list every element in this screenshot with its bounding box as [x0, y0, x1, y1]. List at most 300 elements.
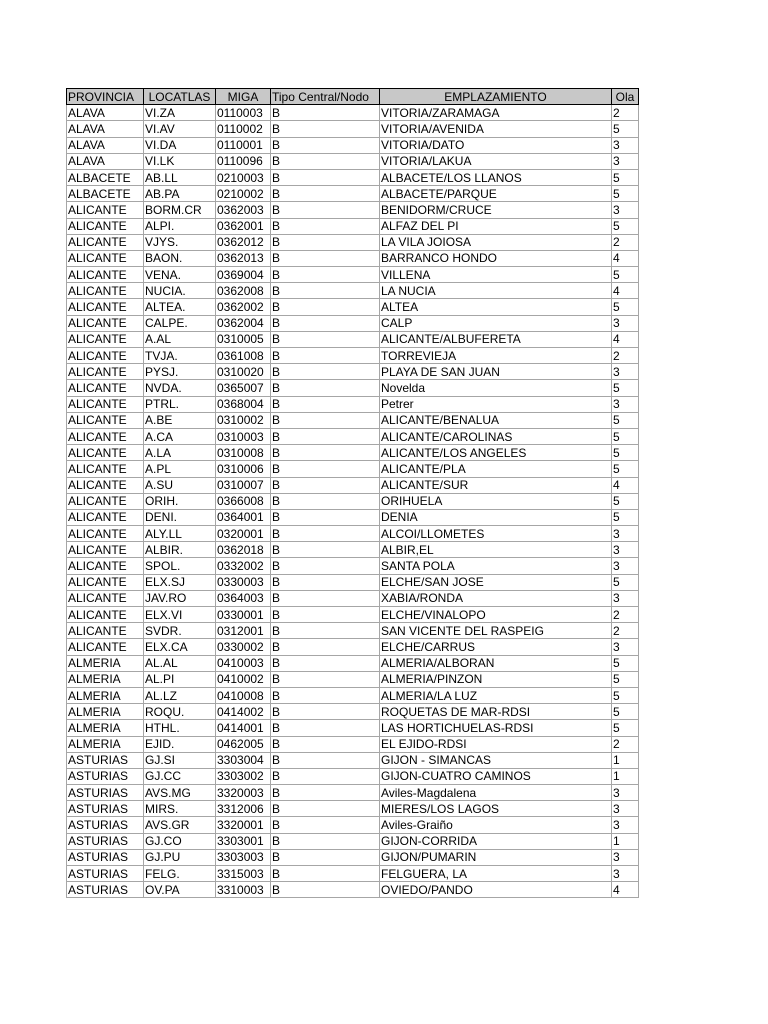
miga-cell: 0310005 [216, 331, 271, 347]
miga-cell: 0365007 [216, 380, 271, 396]
table-row [67, 153, 639, 169]
miga-cell: 0462005 [216, 736, 271, 752]
emplazamiento-cell: GIJON-CORRIDA [380, 833, 612, 849]
miga-cell: 0110003 [216, 105, 271, 121]
provincia-cell: ALICANTE [67, 364, 144, 380]
ola-cell: 3 [612, 817, 639, 833]
header-tipo-central-nodo: Tipo Central/Nodo [271, 89, 380, 105]
tipo-cell: B [271, 785, 380, 801]
tipo-cell: B [271, 817, 380, 833]
provincia-cell: ALICANTE [67, 477, 144, 493]
provincia-cell: ALMERIA [67, 655, 144, 671]
miga-cell: 0310020 [216, 364, 271, 380]
provincia-cell: ASTURIAS [67, 752, 144, 768]
miga-cell: 0362013 [216, 250, 271, 266]
ola-cell: 5 [612, 655, 639, 671]
header-emplazamiento: EMPLAZAMIENTO [380, 89, 612, 105]
ola-cell: 5 [612, 493, 639, 509]
table-row [67, 380, 639, 396]
ola-cell: 5 [612, 121, 639, 137]
locatlas-cell: PTRL. [144, 396, 216, 412]
table-body [67, 105, 639, 898]
ola-cell: 5 [612, 687, 639, 703]
miga-cell: 3303004 [216, 752, 271, 768]
locatlas-cell: PYSJ. [144, 364, 216, 380]
ola-cell: 5 [612, 299, 639, 315]
tipo-cell: B [271, 849, 380, 865]
ola-cell: 3 [612, 801, 639, 817]
tipo-cell: B [271, 396, 380, 412]
table-row [67, 590, 639, 606]
ola-cell: 3 [612, 364, 639, 380]
provincia-cell: ALICANTE [67, 283, 144, 299]
tipo-cell: B [271, 315, 380, 331]
locatlas-cell: AL.LZ [144, 687, 216, 703]
emplazamiento-cell: FELGUERA, LA [380, 866, 612, 882]
header-row [67, 89, 639, 105]
locatlas-cell: SPOL. [144, 558, 216, 574]
provincia-cell: ALICANTE [67, 396, 144, 412]
ola-cell: 3 [612, 785, 639, 801]
tipo-cell: B [271, 267, 380, 283]
emplazamiento-cell: ALICANTE/CAROLINAS [380, 428, 612, 444]
locatlas-cell: JAV.RO [144, 590, 216, 606]
miga-cell: 3320001 [216, 817, 271, 833]
provincia-cell: ASTURIAS [67, 849, 144, 865]
provincia-cell: ALICANTE [67, 445, 144, 461]
ola-cell: 2 [612, 348, 639, 364]
tipo-cell: B [271, 655, 380, 671]
tipo-cell: B [271, 153, 380, 169]
provincia-cell: ALBACETE [67, 186, 144, 202]
provincia-cell: ALMERIA [67, 687, 144, 703]
tipo-cell: B [271, 768, 380, 784]
emplazamiento-cell: Aviles-Magdalena [380, 785, 612, 801]
ola-cell: 4 [612, 331, 639, 347]
provincia-cell: ALMERIA [67, 720, 144, 736]
table-row [67, 428, 639, 444]
table-row [67, 558, 639, 574]
miga-cell: 0312001 [216, 623, 271, 639]
emplazamiento-cell: ORIHUELA [380, 493, 612, 509]
ola-cell: 3 [612, 558, 639, 574]
table-row [67, 817, 639, 833]
tipo-cell: B [271, 671, 380, 687]
provincia-cell: ASTURIAS [67, 768, 144, 784]
provincia-cell: ALICANTE [67, 526, 144, 542]
provincia-cell: ALICANTE [67, 558, 144, 574]
tipo-cell: B [271, 639, 380, 655]
provincia-cell: ALICANTE [67, 315, 144, 331]
emplazamiento-cell: EL EJIDO-RDSI [380, 736, 612, 752]
ola-cell: 5 [612, 720, 639, 736]
emplazamiento-cell: ALMERIA/ALBORAN [380, 655, 612, 671]
provincia-cell: ASTURIAS [67, 801, 144, 817]
table-row [67, 785, 639, 801]
miga-cell: 0414002 [216, 704, 271, 720]
ola-cell: 5 [612, 169, 639, 185]
locatlas-cell: NVDA. [144, 380, 216, 396]
table-row [67, 493, 639, 509]
emplazamiento-cell: LA VILA JOIOSA [380, 234, 612, 250]
tipo-cell: B [271, 687, 380, 703]
miga-cell: 0362012 [216, 234, 271, 250]
provincia-cell: ALICANTE [67, 250, 144, 266]
table-row [67, 833, 639, 849]
miga-cell: 3303002 [216, 768, 271, 784]
ola-cell: 1 [612, 833, 639, 849]
miga-cell: 0369004 [216, 267, 271, 283]
locatlas-cell: HTHL. [144, 720, 216, 736]
emplazamiento-cell: LA NUCIA [380, 283, 612, 299]
table-row [67, 655, 639, 671]
locatlas-cell: TVJA. [144, 348, 216, 364]
table-row [67, 736, 639, 752]
miga-cell: 0332002 [216, 558, 271, 574]
locatlas-cell: AB.LL [144, 169, 216, 185]
table-row [67, 526, 639, 542]
provincia-cell: ALICANTE [67, 542, 144, 558]
provincia-cell: ALICANTE [67, 509, 144, 525]
provincia-cell: ASTURIAS [67, 866, 144, 882]
ola-cell: 5 [612, 509, 639, 525]
ola-cell: 5 [612, 428, 639, 444]
emplazamiento-cell: ALTEA [380, 299, 612, 315]
miga-cell: 3315003 [216, 866, 271, 882]
locatlas-cell: CALPE. [144, 315, 216, 331]
tipo-cell: B [271, 348, 380, 364]
locatlas-cell: VI.AV [144, 121, 216, 137]
locatlas-cell: AVS.GR [144, 817, 216, 833]
table-row [67, 267, 639, 283]
table-row [67, 752, 639, 768]
table-row [67, 202, 639, 218]
miga-cell: 0362008 [216, 283, 271, 299]
locatlas-cell: VJYS. [144, 234, 216, 250]
table-row [67, 186, 639, 202]
table-row [67, 364, 639, 380]
miga-cell: 0362018 [216, 542, 271, 558]
miga-cell: 0368004 [216, 396, 271, 412]
locatlas-cell: ALTEA. [144, 299, 216, 315]
emplazamiento-cell: ALBIR,EL [380, 542, 612, 558]
table-row [67, 283, 639, 299]
emplazamiento-cell: Novelda [380, 380, 612, 396]
miga-cell: 0364001 [216, 509, 271, 525]
miga-cell: 0410002 [216, 671, 271, 687]
locatlas-cell: ALY.LL [144, 526, 216, 542]
miga-cell: 0310003 [216, 428, 271, 444]
emplazamiento-cell: ELCHE/SAN JOSE [380, 574, 612, 590]
provincia-cell: ALICANTE [67, 590, 144, 606]
ola-cell: 3 [612, 866, 639, 882]
emplazamiento-cell: ELCHE/VINALOPO [380, 607, 612, 623]
table-row [67, 607, 639, 623]
emplazamiento-cell: GIJON/PUMARIN [380, 849, 612, 865]
table-row [67, 218, 639, 234]
tipo-cell: B [271, 558, 380, 574]
provincia-cell: ALICANTE [67, 380, 144, 396]
miga-cell: 0362003 [216, 202, 271, 218]
miga-cell: 3303003 [216, 849, 271, 865]
tipo-cell: B [271, 526, 380, 542]
ola-cell: 5 [612, 218, 639, 234]
ola-cell: 2 [612, 623, 639, 639]
table-row [67, 105, 639, 121]
locatlas-cell: GJ.PU [144, 849, 216, 865]
provincia-cell: ALAVA [67, 121, 144, 137]
ola-cell: 4 [612, 882, 639, 898]
ola-cell: 3 [612, 542, 639, 558]
table-row [67, 849, 639, 865]
emplazamiento-cell: SAN VICENTE DEL RASPEIG [380, 623, 612, 639]
locatlas-cell: ELX.VI [144, 607, 216, 623]
locatlas-cell: DENI. [144, 509, 216, 525]
emplazamiento-cell: TORREVIEJA [380, 348, 612, 364]
table-row [67, 250, 639, 266]
table-row [67, 315, 639, 331]
tipo-cell: B [271, 445, 380, 461]
ola-cell: 5 [612, 574, 639, 590]
tipo-cell: B [271, 801, 380, 817]
tipo-cell: B [271, 169, 380, 185]
locatlas-cell: A.SU [144, 477, 216, 493]
locatlas-cell: VI.DA [144, 137, 216, 153]
emplazamiento-cell: ALMERIA/LA LUZ [380, 687, 612, 703]
ola-cell: 3 [612, 315, 639, 331]
ola-cell: 5 [612, 380, 639, 396]
miga-cell: 0110002 [216, 121, 271, 137]
ola-cell: 3 [612, 590, 639, 606]
tipo-cell: B [271, 299, 380, 315]
miga-cell: 0310006 [216, 461, 271, 477]
provincia-cell: ASTURIAS [67, 785, 144, 801]
emplazamiento-cell: VITORIA/ZARAMAGA [380, 105, 612, 121]
table-row [67, 348, 639, 364]
table-row [67, 121, 639, 137]
provincia-cell: ALMERIA [67, 736, 144, 752]
ola-cell: 3 [612, 202, 639, 218]
ola-cell: 3 [612, 153, 639, 169]
tipo-cell: B [271, 590, 380, 606]
table-row [67, 412, 639, 428]
table-row [67, 866, 639, 882]
tipo-cell: B [271, 137, 380, 153]
emplazamiento-cell: LAS HORTICHUELAS-RDSI [380, 720, 612, 736]
ola-cell: 2 [612, 105, 639, 121]
tipo-cell: B [271, 704, 380, 720]
ola-cell: 5 [612, 461, 639, 477]
miga-cell: 0361008 [216, 348, 271, 364]
miga-cell: 0110096 [216, 153, 271, 169]
table-row [67, 768, 639, 784]
data-table [66, 88, 639, 898]
emplazamiento-cell: VILLENA [380, 267, 612, 283]
locatlas-cell: ORIH. [144, 493, 216, 509]
miga-cell: 0210003 [216, 169, 271, 185]
ola-cell: 5 [612, 704, 639, 720]
ola-cell: 3 [612, 639, 639, 655]
tipo-cell: B [271, 250, 380, 266]
emplazamiento-cell: SANTA POLA [380, 558, 612, 574]
tipo-cell: B [271, 428, 380, 444]
locatlas-cell: MIRS. [144, 801, 216, 817]
table-row [67, 234, 639, 250]
table-row [67, 704, 639, 720]
emplazamiento-cell: GIJON - SIMANCAS [380, 752, 612, 768]
locatlas-cell: A.BE [144, 412, 216, 428]
locatlas-cell: GJ.SI [144, 752, 216, 768]
miga-cell: 0310008 [216, 445, 271, 461]
locatlas-cell: A.AL [144, 331, 216, 347]
locatlas-cell: ELX.SJ [144, 574, 216, 590]
provincia-cell: ALICANTE [67, 299, 144, 315]
tipo-cell: B [271, 542, 380, 558]
miga-cell: 0366008 [216, 493, 271, 509]
ola-cell: 1 [612, 768, 639, 784]
miga-cell: 0362002 [216, 299, 271, 315]
miga-cell: 3303001 [216, 833, 271, 849]
locatlas-cell: A.CA [144, 428, 216, 444]
tipo-cell: B [271, 331, 380, 347]
ola-cell: 1 [612, 752, 639, 768]
locatlas-cell: A.PL [144, 461, 216, 477]
emplazamiento-cell: Petrer [380, 396, 612, 412]
table-row [67, 623, 639, 639]
miga-cell: 0320001 [216, 526, 271, 542]
emplazamiento-cell: ALICANTE/BENALUA [380, 412, 612, 428]
tipo-cell: B [271, 866, 380, 882]
provincia-cell: ALAVA [67, 137, 144, 153]
table-row [67, 509, 639, 525]
locatlas-cell: AVS.MG [144, 785, 216, 801]
table-row [67, 801, 639, 817]
miga-cell: 3312006 [216, 801, 271, 817]
locatlas-cell: AL.PI [144, 671, 216, 687]
ola-cell: 2 [612, 736, 639, 752]
ola-cell: 5 [612, 412, 639, 428]
emplazamiento-cell: ROQUETAS DE MAR-RDSI [380, 704, 612, 720]
locatlas-cell: A.LA [144, 445, 216, 461]
emplazamiento-cell: GIJON-CUATRO CAMINOS [380, 768, 612, 784]
tipo-cell: B [271, 493, 380, 509]
tipo-cell: B [271, 105, 380, 121]
tipo-cell: B [271, 736, 380, 752]
miga-cell: 0410003 [216, 655, 271, 671]
emplazamiento-cell: ALICANTE/PLA [380, 461, 612, 477]
provincia-cell: ALICANTE [67, 428, 144, 444]
table-row [67, 687, 639, 703]
table-row [67, 720, 639, 736]
locatlas-cell: SVDR. [144, 623, 216, 639]
miga-cell: 0330003 [216, 574, 271, 590]
emplazamiento-cell: ALMERIA/PINZON [380, 671, 612, 687]
emplazamiento-cell: ALBACETE/LOS LLANOS [380, 169, 612, 185]
provincia-cell: ALMERIA [67, 704, 144, 720]
provincia-cell: ALICANTE [67, 267, 144, 283]
miga-cell: 0362001 [216, 218, 271, 234]
header-provincia: PROVINCIA [67, 89, 144, 105]
header-locatlas: LOCATLAS [144, 89, 216, 105]
ola-cell: 5 [612, 445, 639, 461]
miga-cell: 0414001 [216, 720, 271, 736]
provincia-cell: ALICANTE [67, 574, 144, 590]
provincia-cell: ALICANTE [67, 331, 144, 347]
emplazamiento-cell: BARRANCO HONDO [380, 250, 612, 266]
locatlas-cell: ELX.CA [144, 639, 216, 655]
tipo-cell: B [271, 218, 380, 234]
emplazamiento-cell: CALP [380, 315, 612, 331]
tipo-cell: B [271, 412, 380, 428]
header-ola: Ola [612, 89, 639, 105]
miga-cell: 0330001 [216, 607, 271, 623]
provincia-cell: ALAVA [67, 105, 144, 121]
provincia-cell: ALICANTE [67, 218, 144, 234]
ola-cell: 2 [612, 234, 639, 250]
table-row [67, 445, 639, 461]
ola-cell: 3 [612, 396, 639, 412]
locatlas-cell: GJ.CC [144, 768, 216, 784]
tipo-cell: B [271, 364, 380, 380]
emplazamiento-cell: BENIDORM/CRUCE [380, 202, 612, 218]
table-row [67, 331, 639, 347]
tipo-cell: B [271, 607, 380, 623]
emplazamiento-cell: ALBACETE/PARQUE [380, 186, 612, 202]
emplazamiento-cell: DENIA [380, 509, 612, 525]
locatlas-cell: FELG. [144, 866, 216, 882]
table-row [67, 574, 639, 590]
miga-cell: 0330002 [216, 639, 271, 655]
header-miga: MIGA [216, 89, 271, 105]
miga-cell: 3320003 [216, 785, 271, 801]
miga-cell: 0364003 [216, 590, 271, 606]
locatlas-cell: OV.PA [144, 882, 216, 898]
table-row [67, 477, 639, 493]
emplazamiento-cell: ALCOI/LLOMETES [380, 526, 612, 542]
tipo-cell: B [271, 477, 380, 493]
emplazamiento-cell: VITORIA/AVENIDA [380, 121, 612, 137]
emplazamiento-cell: ALICANTE/ALBUFERETA [380, 331, 612, 347]
emplazamiento-cell: ALICANTE/LOS ANGELES [380, 445, 612, 461]
miga-cell: 0310007 [216, 477, 271, 493]
tipo-cell: B [271, 623, 380, 639]
tipo-cell: B [271, 186, 380, 202]
table-row [67, 396, 639, 412]
emplazamiento-cell: VITORIA/DATO [380, 137, 612, 153]
tipo-cell: B [271, 882, 380, 898]
provincia-cell: ALMERIA [67, 671, 144, 687]
emplazamiento-cell: OVIEDO/PANDO [380, 882, 612, 898]
provincia-cell: ALICANTE [67, 412, 144, 428]
locatlas-cell: NUCIA. [144, 283, 216, 299]
emplazamiento-cell: Aviles-Graiño [380, 817, 612, 833]
provincia-cell: ALICANTE [67, 461, 144, 477]
provincia-cell: ALICANTE [67, 493, 144, 509]
tipo-cell: B [271, 121, 380, 137]
emplazamiento-cell: VITORIA/LAKUA [380, 153, 612, 169]
table-row [67, 299, 639, 315]
provincia-cell: ASTURIAS [67, 833, 144, 849]
ola-cell: 4 [612, 250, 639, 266]
locatlas-cell: GJ.CO [144, 833, 216, 849]
locatlas-cell: BORM.CR [144, 202, 216, 218]
ola-cell: 5 [612, 671, 639, 687]
ola-cell: 5 [612, 267, 639, 283]
ola-cell: 3 [612, 526, 639, 542]
table-row [67, 671, 639, 687]
locatlas-cell: ROQU. [144, 704, 216, 720]
miga-cell: 0110001 [216, 137, 271, 153]
